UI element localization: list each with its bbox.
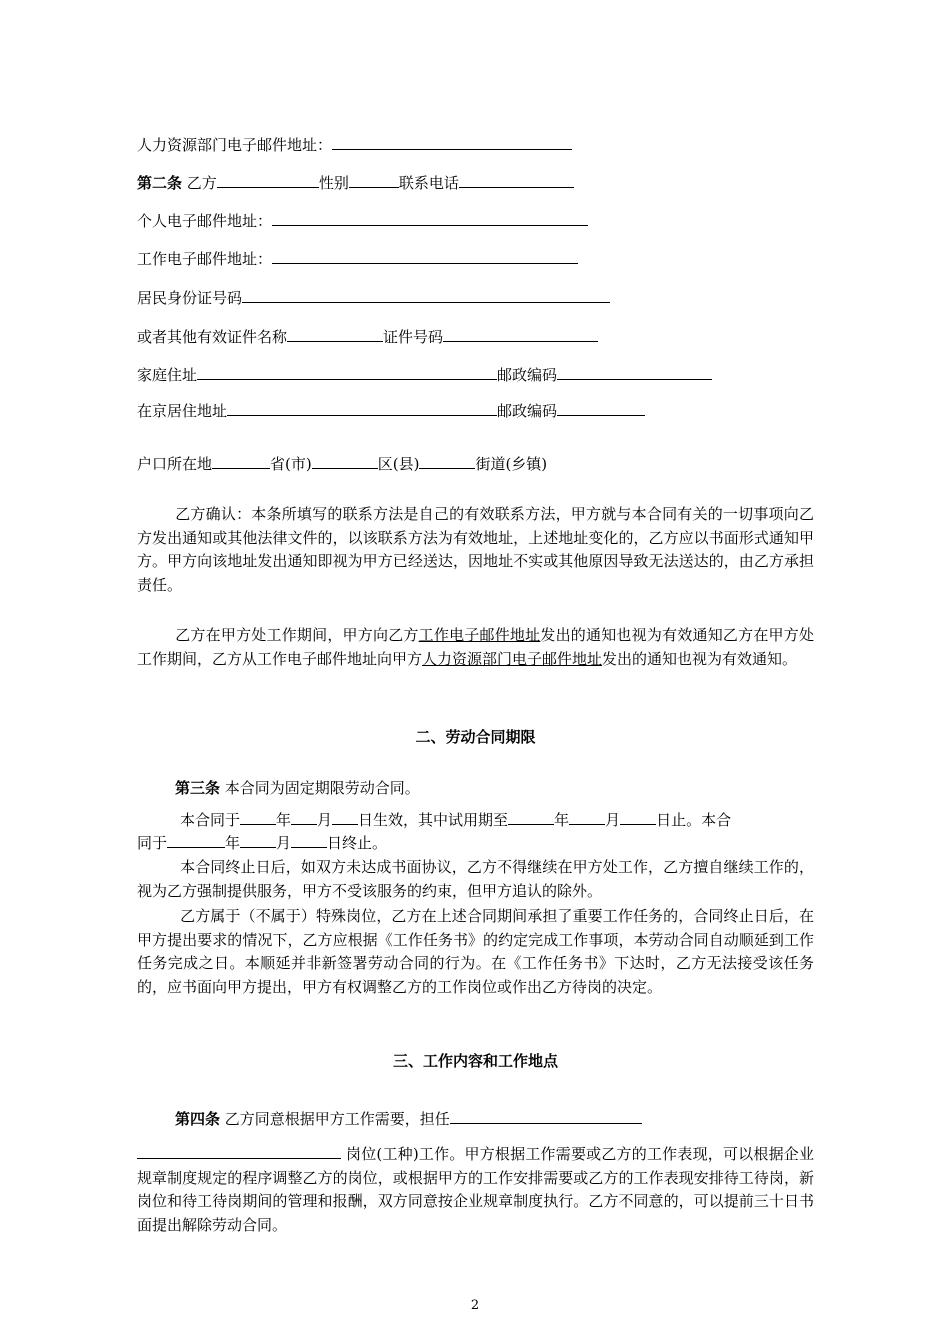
termination-text: 本合同终止日后，如双方未达成书面协议，乙方不得继续在甲方处工作，乙方擅自继续工作的，视为乙方强制提供服务，甲方不受该服务的约束，但甲方追认的除外。 bbox=[137, 858, 814, 900]
special-position-text: 乙方属于（不属于）特殊岗位，乙方在上述合同期间承担了重要工作任务的，合同终止日后，在甲方提出要求的情况下，乙方应根据《工作任务书》的约定完成工作事项，本劳动合同自动顺延到工作任务完成之日。本顺延并非新签署劳动合同的行为。在《工作任务书》下达时，乙方无法接受该任务的，应书面向甲方提出，甲方有权调整乙方的工作岗位或作出乙方待岗的决定。 bbox=[137, 907, 814, 996]
district-label: 区(县) bbox=[377, 455, 420, 473]
probation-end-label: 日止。本合 bbox=[656, 811, 732, 829]
district-blank bbox=[419, 452, 475, 469]
other-id-number-blank bbox=[443, 325, 598, 342]
home-postcode-label: 邮政编码 bbox=[497, 366, 558, 384]
other-id-number-label: 证件号码 bbox=[383, 328, 444, 346]
end-month-label: 月 bbox=[276, 834, 292, 852]
article-4-line bbox=[175, 1107, 642, 1129]
hr-email-label: 人力资源部门电子邮件地址： bbox=[137, 136, 333, 154]
end-day-label: 日终止。 bbox=[327, 834, 388, 852]
start-day-blank bbox=[332, 808, 358, 825]
beijing-address-blank bbox=[227, 399, 497, 416]
probation-label: 日生效，其中试用期至 bbox=[358, 811, 509, 829]
id-number-line bbox=[137, 286, 610, 308]
email-notice-text-1: 乙方在甲方处工作期间，甲方向乙方 bbox=[175, 626, 419, 644]
email-notice-text-2: 发出的通知也视为有效通知乙方在甲方处工作期间，乙方从工作电子邮件地址向甲方 bbox=[137, 626, 814, 668]
hr-email-blank bbox=[332, 133, 572, 150]
beijing-address-label: 在京居住地址 bbox=[137, 402, 228, 420]
email-notice-text-3: 发出的通知也视为有效通知。 bbox=[602, 649, 798, 668]
party-b-label: 乙方 bbox=[186, 174, 217, 192]
hukou-blank bbox=[212, 452, 270, 469]
phone-label: 联系电话 bbox=[398, 174, 459, 192]
other-id-name-label: 或者其他有效证件名称 bbox=[137, 328, 288, 346]
province-label: 省(市) bbox=[270, 455, 312, 473]
id-number-label: 居民身份证号码 bbox=[137, 289, 243, 307]
beijing-postcode-blank bbox=[557, 399, 645, 416]
personal-email-blank bbox=[272, 209, 588, 226]
article-2-line bbox=[137, 171, 574, 193]
beijing-address-line bbox=[137, 399, 645, 421]
other-id-name-blank bbox=[287, 325, 383, 342]
article-3-text: 本合同为固定期限劳动合同。 bbox=[224, 779, 420, 797]
probation-year-blank bbox=[508, 808, 554, 825]
term-dates-line-2 bbox=[137, 831, 387, 853]
section-heading-contract-term: 二、劳动合同期限 bbox=[415, 728, 536, 746]
end-day-blank bbox=[291, 831, 327, 848]
phone-blank bbox=[459, 171, 574, 188]
home-address-label: 家庭住址 bbox=[137, 366, 198, 384]
personal-email-line bbox=[137, 209, 588, 231]
confirmation-paragraph bbox=[137, 503, 814, 597]
article-2-label: 第二条 bbox=[137, 174, 183, 192]
probation-month-blank bbox=[569, 808, 605, 825]
position-blank-1 bbox=[450, 1107, 642, 1124]
confirmation-text: 乙方确认：本条所填写的联系方法是自己的有效联系方法，甲方就与本合同有关的一切事项向乙方发出通知或其他法律文件的，以该联系方法为有效地址，上述地址变化的，乙方应以书面形式通知甲方。甲方向该地址发出通知即视为甲方已经送达，因地址不实或其他原因导致无法送达的，由乙方承担责任。 bbox=[137, 505, 814, 594]
party-b-blank bbox=[217, 171, 319, 188]
hukou-label: 户口所在地 bbox=[137, 455, 213, 473]
start-year-blank bbox=[240, 808, 276, 825]
probation-month-label: 月 bbox=[605, 811, 621, 829]
article-3-line bbox=[175, 778, 420, 798]
position-text: 岗位(工种)工作。甲方根据工作需要或乙方的工作表现，可以根据企业规章制度规定的程序调整乙方的岗位，或根据甲方的工作安排需要或乙方的工作表现安排待工待岗，新岗位和待工待岗期间的管理和报酬，双方同意按企业规章制度执行。乙方不同意的，可以提前三十日书面提出解除劳动合同。 bbox=[137, 1145, 814, 1234]
gender-label: 性别 bbox=[318, 174, 349, 192]
home-postcode-blank bbox=[557, 363, 712, 380]
section-heading-work-content: 三、工作内容和工作地点 bbox=[392, 1052, 558, 1070]
start-year-label: 年 bbox=[276, 811, 292, 829]
home-address-line bbox=[137, 363, 712, 385]
probation-day-blank bbox=[620, 808, 656, 825]
termination-paragraph bbox=[137, 856, 814, 903]
end-month-blank bbox=[240, 831, 276, 848]
hr-email-line bbox=[137, 133, 572, 155]
term-dates-line-1 bbox=[180, 808, 731, 830]
article-3-label: 第三条 bbox=[175, 779, 221, 797]
start-month-label: 月 bbox=[317, 811, 333, 829]
end-year-blank bbox=[167, 831, 225, 848]
article-4-label: 第四条 bbox=[175, 1110, 221, 1128]
start-month-blank bbox=[291, 808, 317, 825]
term-end-label: 同于 bbox=[137, 834, 168, 852]
special-position-paragraph bbox=[137, 905, 814, 999]
other-id-line bbox=[137, 325, 598, 347]
personal-email-label: 个人电子邮件地址： bbox=[137, 212, 273, 230]
home-address-blank bbox=[197, 363, 497, 380]
work-email-blank bbox=[272, 247, 578, 264]
beijing-postcode-label: 邮政编码 bbox=[497, 402, 558, 420]
article-4-text: 乙方同意根据甲方工作需要，担任 bbox=[224, 1110, 450, 1128]
page-number: 2 bbox=[470, 1298, 480, 1313]
position-paragraph bbox=[137, 1142, 814, 1237]
work-email-label: 工作电子邮件地址： bbox=[137, 250, 273, 268]
province-blank bbox=[312, 452, 378, 469]
work-email-line bbox=[137, 247, 578, 269]
hr-email-underlined: 人力资源部门电子邮件地址 bbox=[422, 649, 603, 668]
email-notice-paragraph bbox=[137, 624, 814, 671]
street-label: 街道(乡镇) bbox=[475, 455, 548, 473]
work-email-underlined: 工作电子邮件地址 bbox=[418, 626, 541, 644]
term-start-label: 本合同于 bbox=[180, 811, 241, 829]
position-blank-2 bbox=[137, 1142, 341, 1159]
probation-year-label: 年 bbox=[554, 811, 570, 829]
gender-blank bbox=[349, 171, 399, 188]
end-year-label: 年 bbox=[225, 834, 241, 852]
hukou-line bbox=[137, 452, 547, 474]
id-number-blank bbox=[242, 286, 610, 303]
